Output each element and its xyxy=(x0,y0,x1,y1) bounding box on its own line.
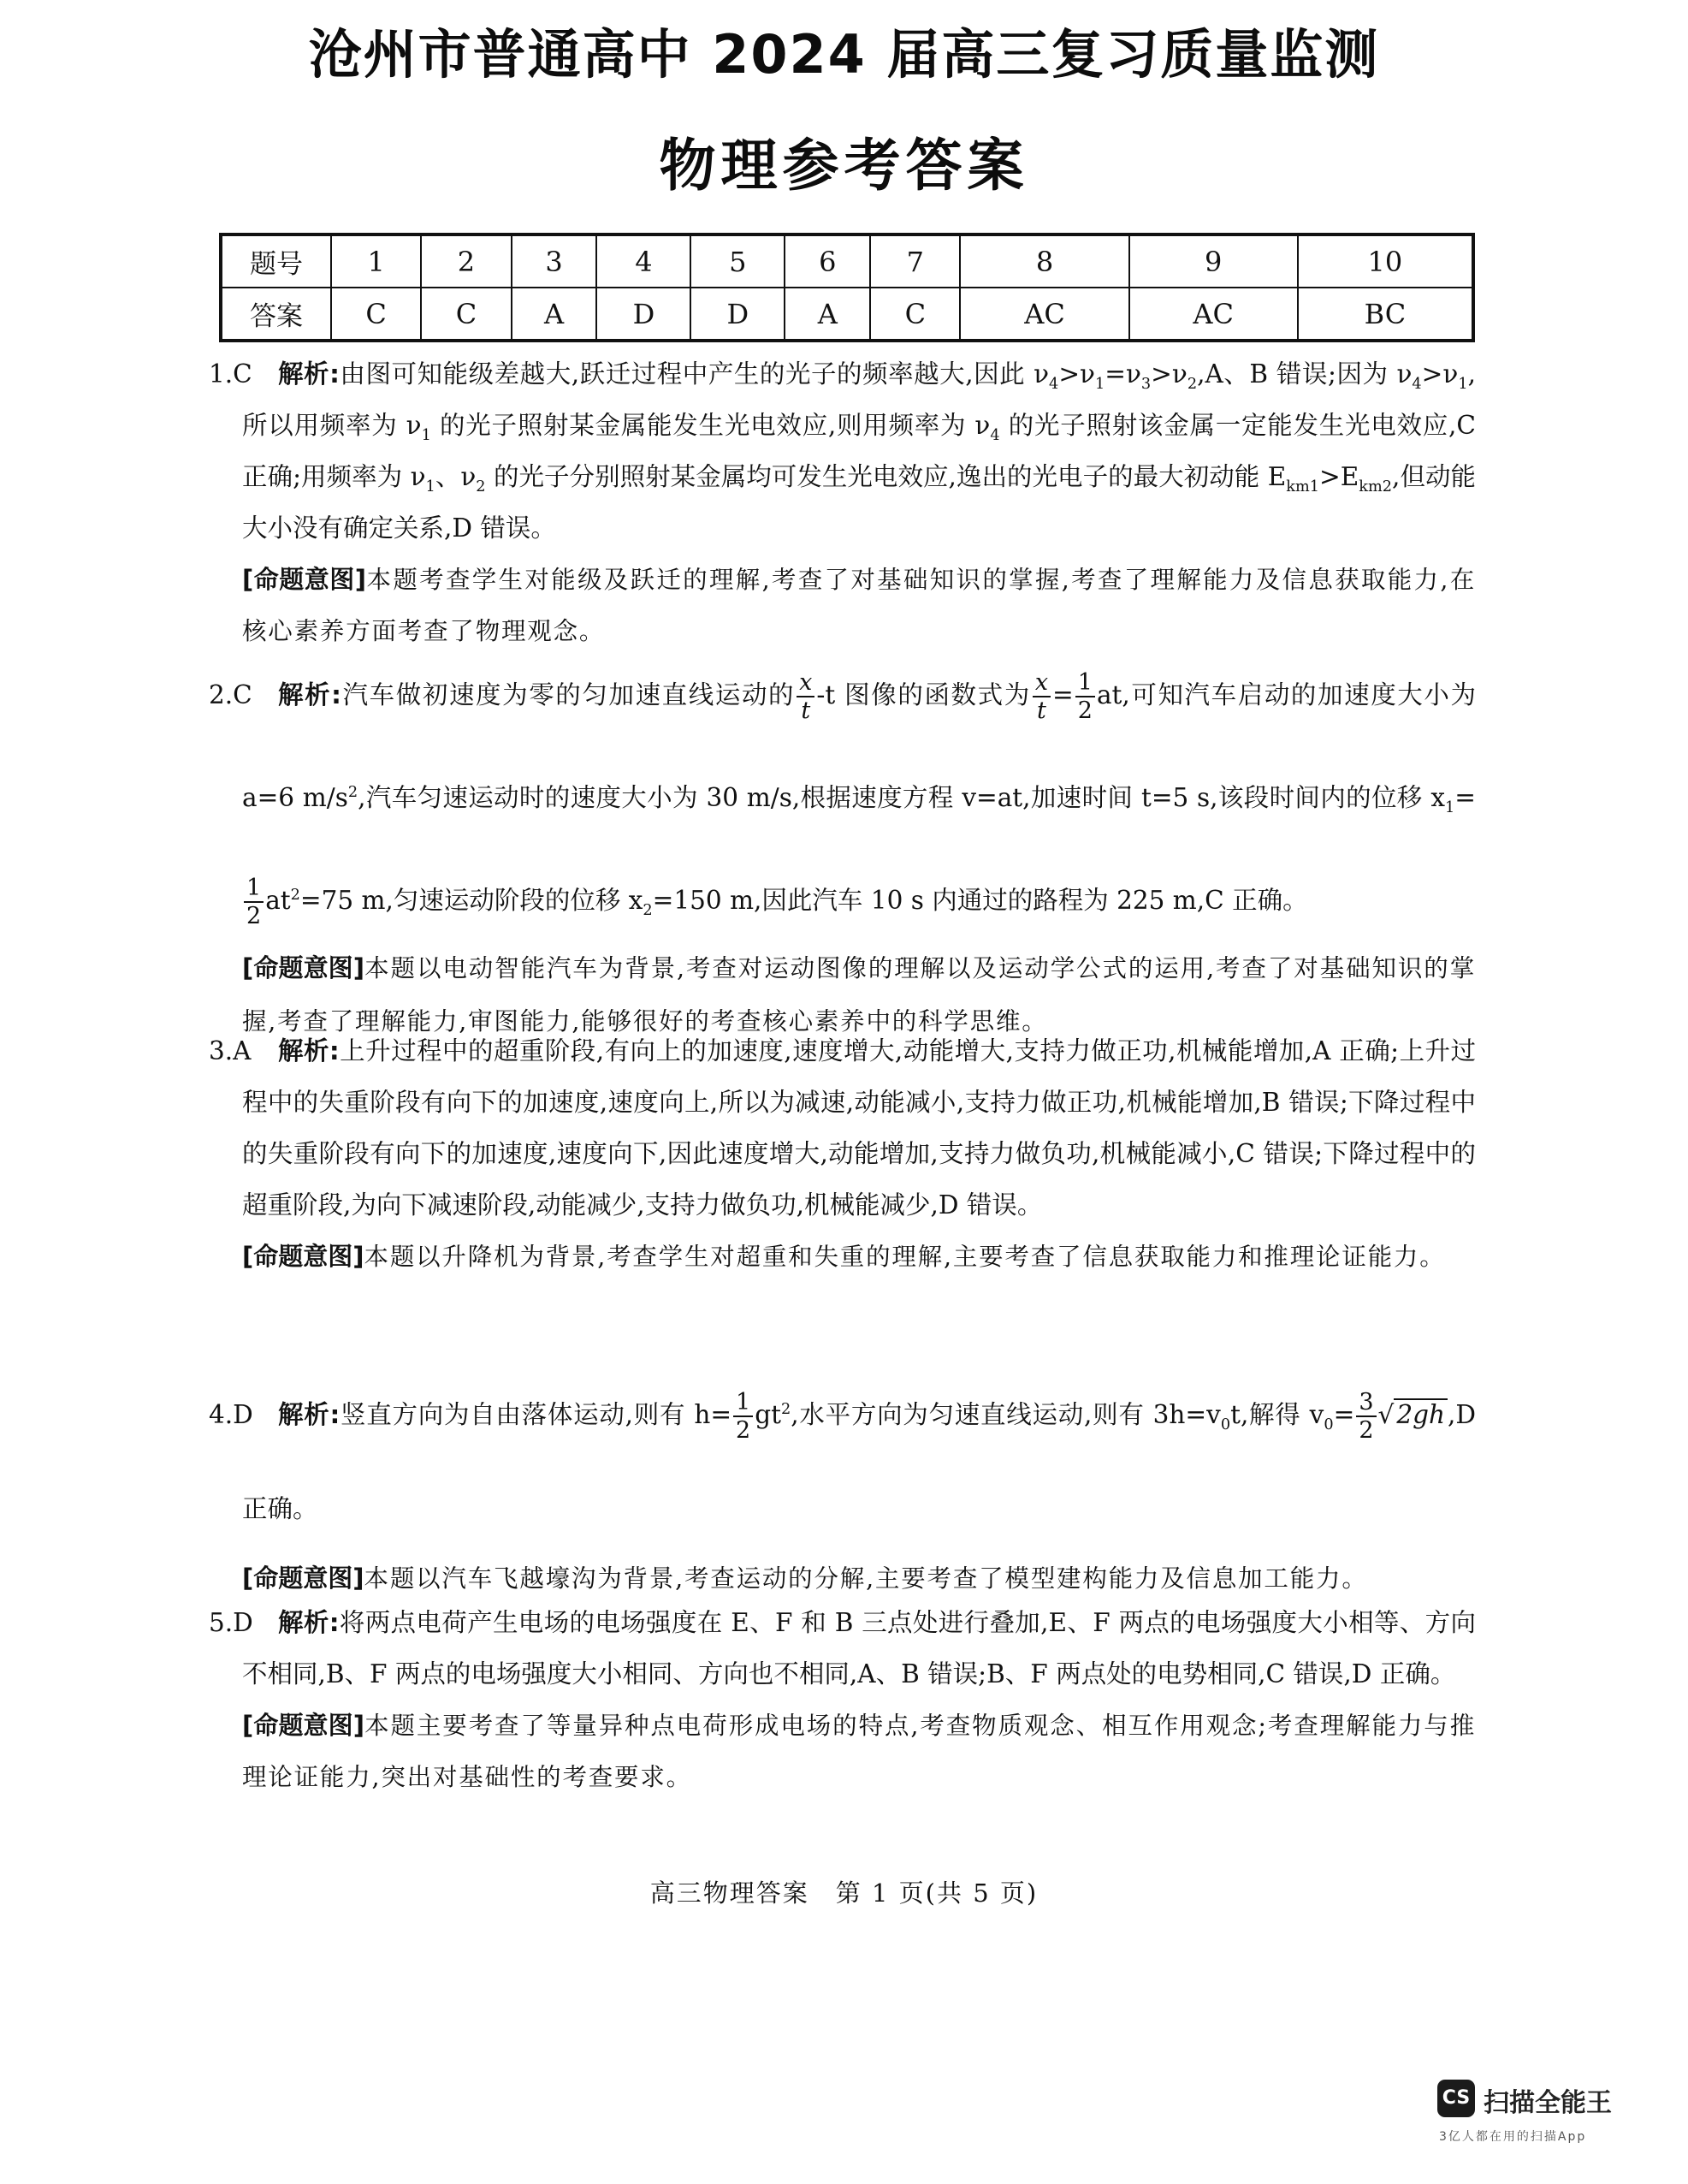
question-number: 1.C xyxy=(209,359,252,389)
question-1 xyxy=(209,348,1477,657)
question-3-analysis: 3.A 解析:上升过程中的超重阶段,有向上的加速度,速度增大,动能增大,支持力做正功,机械能增加,A 正确;上升过程中的失重阶段有向下的加速度,速度向上,所以为减速,动能减小,支持力做正功,机械能增加,B 错误;下降过程中的失重阶段有向下的加速度,速度向下,因此速度增大,动能增加,支持力做负功,机械能减小,C 错误;下降过程中的超重阶段,为向下减速阶段,动能减少,支持力做负功,机械能减少,D 错误。 xyxy=(214,1025,1476,1231)
table-cell: AC xyxy=(960,288,1128,341)
table-cell: 6 xyxy=(785,234,870,288)
question-2-intent: [命题意图]本题以电动智能汽车为背景,考查对运动图像的理解以及运动学公式的运用,考查了对基础知识的掌握,考查了理解能力,审图能力,能够很好的考查核心素养中的科学思维。 xyxy=(242,953,1476,1036)
fraction: $\frac{x}{t}$ xyxy=(1033,671,1051,722)
intent-label: [命题意图] xyxy=(242,953,365,982)
table-cell: A xyxy=(785,288,870,341)
analysis-label: 解析: xyxy=(278,1400,341,1429)
question-1-intent: [命题意图]本题考查学生对能级及跃迁的理解,考查了对基础知识的掌握,考查了理解能力及信息获取能力,在核心素养方面考查了物理观念。 xyxy=(242,565,1476,645)
table-cell: C xyxy=(870,288,960,341)
fraction: $\frac{1}{2}$ xyxy=(244,876,264,928)
document-subtitle: 物理参考答案 xyxy=(659,133,1029,199)
table-cell: C xyxy=(421,288,511,341)
question-number: 5.D xyxy=(209,1608,253,1637)
question-4 xyxy=(209,1388,1476,1605)
intent-label: [命题意图] xyxy=(242,1564,364,1593)
question-number: 3.A xyxy=(209,1036,252,1065)
table-cell: 10 xyxy=(1298,234,1473,288)
analysis-label: 解析: xyxy=(278,1608,340,1637)
table-cell: D xyxy=(690,288,785,341)
analysis-label: 解析: xyxy=(278,680,341,709)
table-cell: A xyxy=(512,288,597,341)
fraction: $\frac{3}{2}$ xyxy=(1356,1391,1376,1442)
row-label-answer: 答案 xyxy=(221,288,331,341)
answer-key-table xyxy=(219,233,1475,342)
question-5 xyxy=(209,1597,1476,1803)
table-cell: 5 xyxy=(690,234,785,288)
question-5-analysis: 5.D 解析:将两点电荷产生电场的电场强度在 E、F 和 B 三点处进行叠加,E、F 两点的电场强度大小相等、方向不相同,B、F 两点的电场强度大小相同、方向也不相同,A、B 错误;B、F 两点处的电势相同,C 错误,D 正确。 xyxy=(214,1597,1476,1700)
question-1-analysis: 1.C 解析:由图可知能级差越大,跃迁过程中产生的光子的频率越大,因此 $\nu_4>\nu_1=\nu_3>\nu_2,A$、B 错误;因为 $\nu_4>\nu_1$,所以用频率为 $\nu_1$ 的光子照射某金属能发生光电效应,则用频率为 $\nu_4$ 的光子照射该金属一定能发生光电效应,C 正确;用频率为 $\nu_1$、$\nu_2$ 的光子分别照射某金属均可发生光电效应,逸出的光电子的最大初动能 $E_{km1}>E_{km2}$,但动能大小没有确定关系,D 错误。 xyxy=(214,348,1476,554)
question-4-intent: [命题意图]本题以汽车飞越壕沟为背景,考查运动的分解,主要考查了模型建构能力及信息加工能力。 xyxy=(242,1564,1368,1593)
analysis-label: 解析: xyxy=(278,1036,340,1065)
table-cell: 4 xyxy=(596,234,690,288)
question-3 xyxy=(209,1025,1476,1283)
answer-row xyxy=(221,288,1473,341)
table-cell: C xyxy=(331,288,421,341)
table-cell: 2 xyxy=(421,234,511,288)
row-label-number: 题号 xyxy=(221,234,331,288)
fraction: $\frac{x}{t}$ xyxy=(797,671,814,722)
table-cell: 7 xyxy=(870,234,960,288)
intent-label: [命题意图] xyxy=(242,1711,364,1740)
fraction: $\frac{1}{2}$ xyxy=(733,1391,753,1442)
table-cell: 9 xyxy=(1129,234,1298,288)
page-footer: 高三物理答案 第 1 页(共 5 页) xyxy=(649,1878,1039,1908)
table-cell: 8 xyxy=(960,234,1128,288)
question-3-intent: [命题意图]本题以升降机为背景,考查学生对超重和失重的理解,主要考查了信息获取能力和推理论证能力。 xyxy=(242,1242,1446,1271)
table-cell: 3 xyxy=(512,234,597,288)
document-title: 沧州市普通高中 2024 届高三复习质量监测 xyxy=(308,23,1380,86)
analysis-label: 解析: xyxy=(278,359,340,389)
table-cell: BC xyxy=(1298,288,1473,341)
intent-label: [命题意图] xyxy=(242,565,367,594)
table-cell: 1 xyxy=(331,234,421,288)
intent-label: [命题意图] xyxy=(242,1242,364,1271)
question-number-row xyxy=(221,234,1473,288)
question-number: 4.D xyxy=(209,1400,253,1429)
table-cell: AC xyxy=(1129,288,1298,341)
question-4-analysis: 4.D 解析:竖直方向为自由落体运动,则有 h= $\frac{1}{2}$ $gt^2$,水平方向为匀速直线运动,则有 $3h=v_0t$,解得 $v_0=$ $\frac{3}{2}$ √ 2gh ,D 正确。 xyxy=(214,1368,1476,1556)
question-5-intent: [命题意图]本题主要考查了等量异种点电荷形成电场的特点,考查物质观念、相互作用观念;考查理解能力与推理论证能力,突出对基础性的考查要求。 xyxy=(242,1711,1476,1791)
question-2 xyxy=(209,666,1476,1048)
table-cell: D xyxy=(596,288,690,341)
fraction: $\frac{1}{2}$ xyxy=(1075,671,1095,722)
scanner-watermark-name: 扫描全能王 xyxy=(1484,2088,1612,2118)
question-number: 2.C xyxy=(209,680,252,709)
camscanner-logo-icon: CS xyxy=(1437,2080,1475,2117)
question-2-analysis: 2.C 解析:汽车做初速度为零的匀加速直线运动的 $\frac{x}{t}$ -t 图像的函数式为 $\frac{x}{t}$ = $\frac{1}{2}$ at,可知汽车启动的加速度大小为 a=6 $m/s^2$,汽车匀速运动时的速度大小为 30 m/s,根据速度方程 v=at,加速时间 t=5 s,该段时间内的位移 $x_1=$ $\frac{1}{2}$ $at^2=75$ m,匀速运动阶段的位移 $x_2=150$ m,因此汽车 10 s 内通过的路程为 225 m,C 正确。 xyxy=(214,644,1476,952)
square-root: √ 2gh xyxy=(1378,1398,1448,1429)
scanner-watermark-tagline: 3亿人都在用的扫描App xyxy=(1439,2130,1587,2144)
